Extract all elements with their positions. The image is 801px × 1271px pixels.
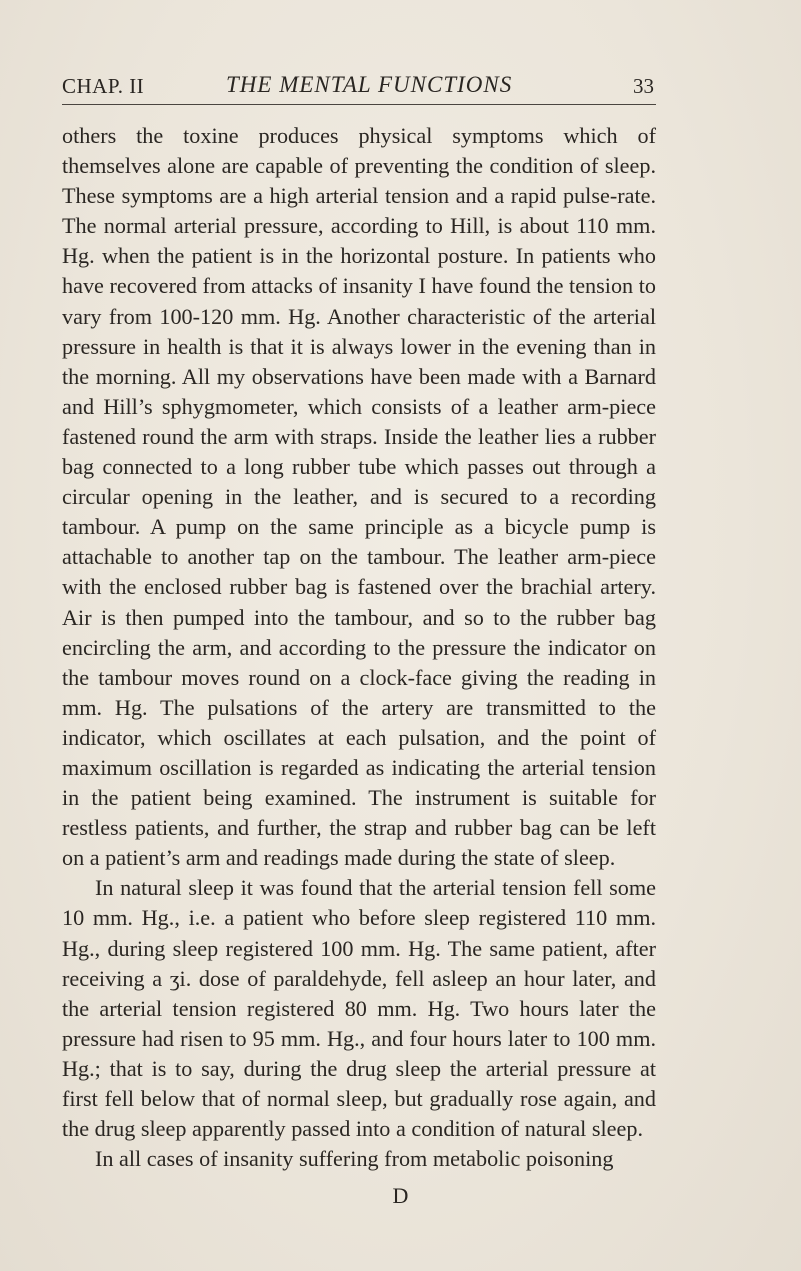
- body-text: [62, 121, 656, 1174]
- running-header: [62, 74, 656, 105]
- paragraph-1: others the toxine produces physical symptoms which of themselves alone are capable of preventing the condition of sleep. These symptoms are a high arterial tension and a rapid pulse-rate. The normal arterial pressure, according to Hill, is about 110 mm. Hg. when the patient is in the horizontal posture. In patients who have recovered from attacks of insanity I have found the tension to vary from 100-120 mm. Hg. Another characteristic of the arterial pressure in health is that it is always lower in the evening than in the morning. All my observations have been made with a Barnard and Hill’s sphygmometer, which consists of a leather arm-piece fastened round the arm with straps. Inside the leather lies a rubber bag connected to a long rubber tube which passes out through a circular opening in the leather, and is secured to a recording tambour. A pump on the same principle as a bicycle pump is attachable to another tap on the tambour. The leather arm-piece with the enclosed rubber bag is fastened over the brachial artery. Air is then pumped into the tambour, and so to the rubber bag encircling the arm, and according to the pressure the indicator on the tambour moves round on a clock-face giving the reading in mm. Hg. The pulsations of the artery are transmitted to the indicator, which oscillates at each pulsation, and the point of maximum oscillation is regarded as indicating the arterial tension in the patient being examined. The instrument is suitable for restless patients, and further, the strap and rubber bag can be left on a patient’s arm and readings made during the state of sleep.: [62, 123, 656, 871]
- paragraph-2: In natural sleep it was found that the arterial tension fell some 10 mm. Hg., i.e. a patient who before sleep registered 110 mm. Hg., during sleep registered 100 mm. Hg. The same patient, after receiving a ʒi. dose of paraldehyde, fell asleep an hour later, and the arterial tension registered 80 mm. Hg. Two hours later the pressure had risen to 95 mm. Hg., and four hours later to 100 mm. Hg.; that is to say, during the drug sleep the arterial pressure at first fell below that of normal sleep, but gradually rose again, and the drug sleep apparently passed into a condition of natural sleep.: [62, 875, 656, 1142]
- chapter-label: CHAP. II: [62, 74, 145, 98]
- signature-mark: D: [392, 1183, 409, 1208]
- paragraph-3: In all cases of insanity suffering from metabolic poisoning: [95, 1146, 614, 1172]
- running-title: THE MENTAL FUNCTIONS: [226, 72, 513, 97]
- page-number: 33: [633, 74, 654, 98]
